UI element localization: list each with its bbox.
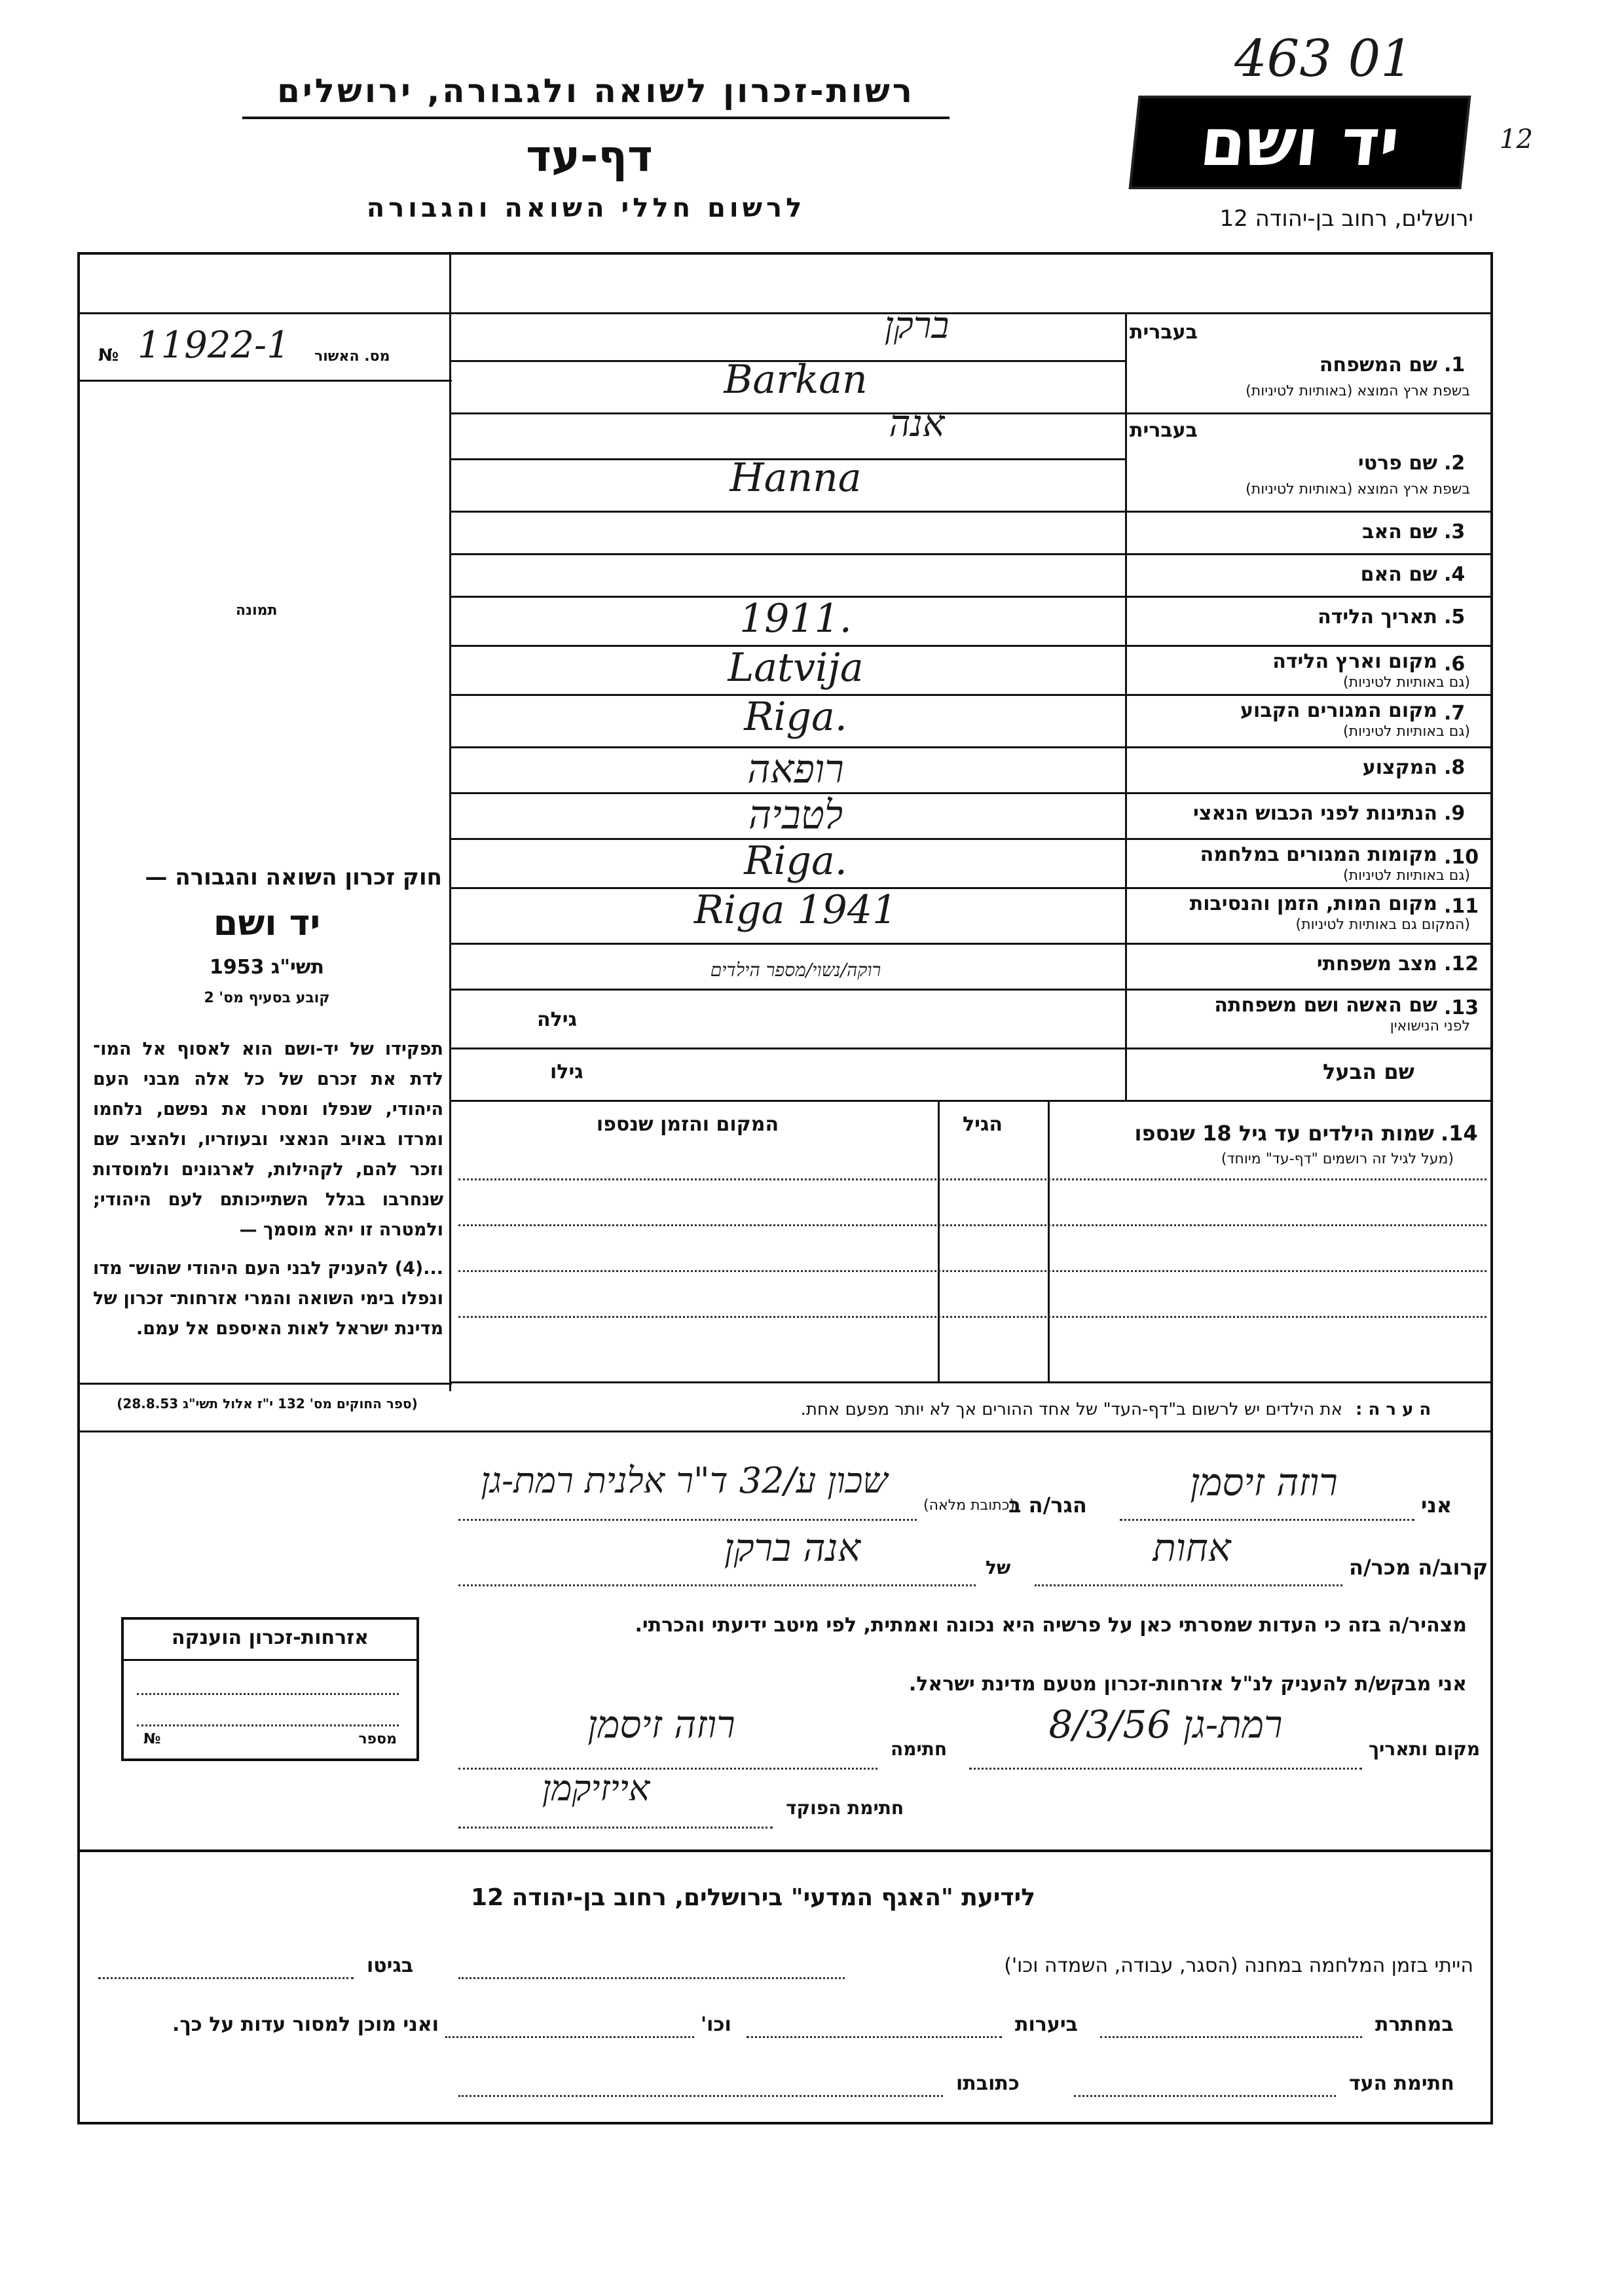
- authority-title: רשות-זכרון לשואה ולגבורה, ירושלים: [277, 72, 915, 110]
- field-value: 1911.: [739, 596, 852, 642]
- field-label: שם האב: [1362, 520, 1437, 543]
- field-number: 1.: [1444, 354, 1466, 376]
- husband-row-bottom: [449, 1100, 1493, 1102]
- children-num: 14.: [1441, 1121, 1478, 1146]
- info-line3-dots-a: [1074, 2095, 1336, 2097]
- relation-value: אחות: [1153, 1525, 1231, 1570]
- field-label: שם האם: [1360, 563, 1437, 586]
- law-clause: קובע בסעיף מס' 2: [204, 990, 330, 1006]
- field-number: 2.: [1444, 452, 1466, 475]
- info-line2-b: ביערות: [1015, 2013, 1078, 2036]
- citizenship-line-2: [137, 1724, 399, 1726]
- field-value: Riga.: [744, 694, 847, 740]
- field-row-line: [449, 553, 1493, 555]
- citizenship-title: אזרחות-זכרון הוענקה: [171, 1626, 369, 1649]
- husband-label: שם הבעל: [1323, 1059, 1414, 1084]
- address-line: [458, 1519, 917, 1521]
- info-line3-b: כתובתו: [956, 2072, 1020, 2095]
- field-value: רוקה/נשוי/מספר הילדים: [710, 959, 881, 981]
- field-number: 9.: [1444, 802, 1466, 825]
- field-number: 5.: [1444, 606, 1466, 629]
- residing-label: הגר/ה ב: [1008, 1493, 1087, 1518]
- children-row-1: [458, 1178, 1486, 1180]
- officer-line: [458, 1827, 773, 1829]
- field-label: מקומות המגורים במלחמה: [1200, 843, 1437, 866]
- signature-value: רוזה זיסמן: [587, 1702, 735, 1747]
- children-row-4: [458, 1316, 1486, 1318]
- children-place-column: המקום והזמן שנספו: [596, 1113, 779, 1136]
- left-panel-divider: [449, 252, 451, 1391]
- children-row-3: [458, 1270, 1486, 1272]
- field-label: מקום המות, הזמן והנסיבות: [1189, 892, 1437, 915]
- of-line: [458, 1584, 976, 1586]
- approval-no-label: מס. האשור: [314, 348, 390, 365]
- field-value: Barkan: [724, 357, 868, 403]
- law-title: חוק זכרון השואה והגבורה —: [145, 864, 442, 890]
- field-number: 4.: [1444, 563, 1466, 586]
- declaration-name-value: רוזה זיסמן: [1190, 1460, 1338, 1504]
- form-title: דף-עד: [526, 131, 653, 181]
- note-top-line: [449, 1381, 1493, 1383]
- field-sublabel: (גם באותיות לטיניות): [1343, 723, 1470, 740]
- field-value-hebrew: ברקן: [884, 304, 950, 347]
- info-line2-dots-b: [747, 2036, 1002, 2038]
- side-mark: 12: [1500, 124, 1533, 155]
- field-hebrew-tag: בעברית: [1130, 419, 1198, 442]
- field-number: 8.: [1444, 756, 1466, 779]
- declaration-ani: אני: [1421, 1493, 1452, 1518]
- field-value: Hanna: [729, 455, 862, 501]
- form-subtitle: לרשום חללי השואה והגבורה: [366, 193, 806, 223]
- field-value: Riga.: [744, 838, 847, 884]
- left-panel-bottom-line: [79, 1383, 452, 1385]
- info-line2-dots-c: [445, 2036, 694, 2038]
- note-second-line: [79, 1430, 1493, 1432]
- field-sublabel: בשפת ארץ המוצא (באותיות לטיניות): [1246, 383, 1470, 399]
- field-label: שם פרטי: [1357, 452, 1437, 475]
- signature-label: חתימה: [891, 1738, 948, 1760]
- field-number: 7.: [1444, 702, 1466, 725]
- field-label: מקום וארץ הלידה: [1272, 650, 1437, 673]
- of-label: של: [986, 1557, 1011, 1578]
- law-reference: (ספר החוקים מס' 132 י"ז אלול תשי"ג 28.8.53): [117, 1396, 418, 1412]
- archive-number: 463 01: [1234, 29, 1413, 88]
- relation-line: [1035, 1584, 1342, 1586]
- field-label: המקצוע: [1362, 756, 1437, 779]
- info-title: לידיעת "האגף המדעי" בירושלים, רחוב בן-יהודה 12: [471, 1884, 1035, 1911]
- field-number: 6.: [1444, 653, 1466, 676]
- children-subtitle: (מעל לגיל זה רושמים "דף-עד" מיוחד): [1221, 1151, 1454, 1167]
- children-age-column: הגיל: [963, 1113, 1003, 1136]
- law-text-2: ...(4) להעניק לבני העם היהודי שהוש־ מדו ונפלו בימי השואה והמרי אזרחות־ זכרון של מדינת ישראל לאות האיספם אל עמם.: [93, 1258, 443, 1339]
- age-label-m: גילו: [550, 1061, 583, 1084]
- officer-label: חתימת הפוקד: [786, 1797, 904, 1819]
- info-line2-c: וכו': [701, 2013, 731, 2036]
- field-sublabel: (המקום גם באותיות לטיניות): [1295, 917, 1470, 933]
- declare-text: מצהיר/ה בזה כי העדות שמסרתי כאן על פרשיה היא נכונה ואמתית, לפי מיטב ידיעתי והכרתי.: [635, 1614, 1467, 1637]
- request-text: אני מבקש/ת להעניק לנ"ל אזרחות-זכרון מטעם מדינת ישראל.: [908, 1673, 1467, 1696]
- note-text: את הילדים יש לרשום ב"דף-העד" של אחד ההורים אך לא יותר מפעם אחת.: [800, 1400, 1342, 1419]
- label-column-divider: [1125, 312, 1127, 1101]
- field-number: 12.: [1444, 953, 1479, 975]
- field-label: הנתינות לפני הכבוש הנאצי: [1193, 802, 1437, 825]
- photo-label: תמונה: [236, 602, 278, 619]
- info-line1-end: בגיטו: [367, 1954, 414, 1977]
- of-value: אנה ברקן: [724, 1525, 861, 1570]
- approval-no-value: 11922-1: [138, 324, 290, 367]
- field-label: שם המשפחה: [1319, 354, 1437, 376]
- law-text-1: תפקידו של יד-ושם הוא לאסוף אל המו־ לדת את זכרם של כל אלה מבני העם היהודי, שנפלו ומסרו את נפשם, נלחמו ומרדו באויב הנאצי ובעוזריו, ולהציב שם וזכר להם, לקהילות, לארגונים ולמוסדות שנחרבו בגלל השתייכותם לעם היהודי; ולמטרה זו יהא מוסמך —: [93, 1039, 443, 1240]
- children-title: שמות הילדים עד גיל 18 שנספו: [1134, 1121, 1434, 1146]
- field-number: 10.: [1444, 846, 1479, 869]
- info-line1-dots-b: [98, 1977, 354, 1979]
- info-line3-a: חתימת העד: [1349, 2072, 1454, 2095]
- citizenship-number-symbol: №: [143, 1731, 161, 1747]
- field-label: שם האשה ושם משפחתה: [1214, 994, 1437, 1017]
- field-value: לטביה: [748, 792, 843, 838]
- field-value: רופאה: [747, 746, 844, 792]
- field-row-line: [449, 511, 1493, 513]
- citizenship-number-label: מספר: [358, 1731, 397, 1747]
- field-number: 3.: [1444, 520, 1466, 543]
- field-row-line: [449, 989, 1493, 991]
- children-col-age-right: [1048, 1100, 1050, 1381]
- info-line2-d: ואני מוכן למסור עדות על כך.: [172, 2013, 439, 2036]
- relation-label: קרוב/ה מכר/ה: [1349, 1555, 1488, 1580]
- field-number: 11.: [1444, 895, 1479, 918]
- field-sublabel: (גם באותיות לטיניות): [1343, 867, 1470, 884]
- yad-vashem-address: ירושלים, רחוב בן-יהודה 12: [1219, 206, 1473, 232]
- info-line2-a: במחתרת: [1375, 2013, 1454, 2036]
- citizenship-line-1: [137, 1693, 399, 1695]
- field-label: מצב משפחתי: [1316, 953, 1437, 975]
- field-row-line: [449, 943, 1493, 945]
- approval-no-symbol: №: [98, 346, 119, 365]
- age-label-f: גילה: [537, 1008, 577, 1031]
- field-sublabel: בשפת ארץ המוצא (באותיות לטיניות): [1246, 481, 1470, 498]
- place-date-value: רמת-גן 8/3/56: [1048, 1702, 1283, 1747]
- left-number-line: [79, 380, 452, 382]
- husband-row-line: [449, 1048, 1125, 1049]
- info-line2-dots-a: [1100, 2036, 1362, 2038]
- yad-vashem-logo: [1132, 98, 1468, 187]
- citizenship-box: [121, 1617, 419, 1761]
- logo-text: יד ושם: [1196, 104, 1403, 181]
- declaration-name-line: [1120, 1519, 1414, 1521]
- info-line1: הייתי בזמן המלחמה במחנה (הסגר, עבודה, השמדה וכו'): [1004, 1954, 1473, 1977]
- place-date-label: מקום ותאריך: [1369, 1738, 1481, 1760]
- address-value: שכון ע/32 ד"ר אלנית רמת-גן: [481, 1460, 888, 1501]
- field-sublabel: לפני הנישואין: [1390, 1018, 1470, 1034]
- residing-sub: (כתובת מלאה): [923, 1497, 1015, 1514]
- info-line3-dots-b: [458, 2095, 943, 2097]
- children-col-age-left: [938, 1100, 940, 1381]
- field-label: מקום המגורים הקבוע: [1240, 699, 1437, 722]
- citizenship-title-line: [124, 1659, 416, 1661]
- field-hebrew-tag: בעברית: [1130, 321, 1198, 344]
- field-value: Riga 1941: [693, 887, 898, 933]
- note-label: ה ע ר ה :: [1356, 1400, 1431, 1419]
- authority-underline: [242, 117, 950, 119]
- field-sublabel: (גם באותיות לטיניות): [1343, 674, 1470, 691]
- law-name: יד ושם: [213, 902, 321, 943]
- children-row-2: [458, 1224, 1486, 1226]
- officer-value: אייזיקמן: [542, 1768, 650, 1809]
- field-number: 13.: [1444, 996, 1479, 1019]
- field-value-hebrew: אנה: [889, 403, 945, 445]
- info-top-line: [79, 1850, 1493, 1852]
- field-value: Latvija: [728, 645, 864, 691]
- info-line1-dots: [458, 1977, 845, 1979]
- field-label: תאריך הלידה: [1318, 606, 1437, 629]
- law-year: תשי"ג 1953: [209, 956, 325, 979]
- place-date-line: [969, 1768, 1362, 1770]
